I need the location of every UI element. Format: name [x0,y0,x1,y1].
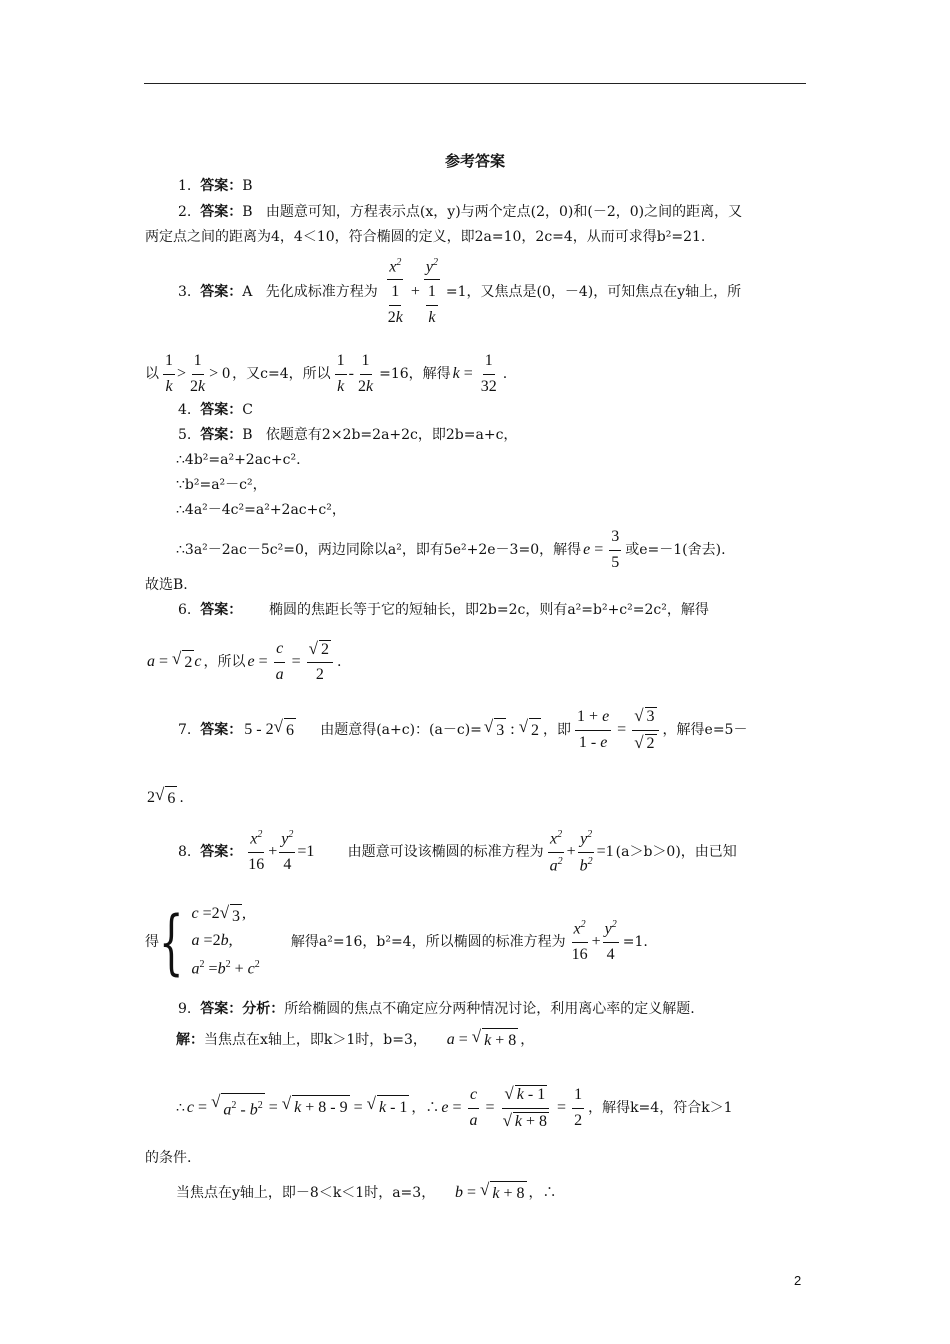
answer-line-1: 1. 答案： B [178,178,253,194]
answer-line-5b: ∴4b²=a²+2ac+c². [176,452,301,468]
equation-system: c =2 √ 3 , a =2b, $a^2 =b^2 + c^2$ [191,903,260,978]
page-title: 参考答案 [444,152,505,170]
answer-line-5: 5. 答案： B 依题意有2×2b=2a+2c，即2b=a+c， [178,427,518,443]
answer-line-6b: a = √ 2 c ，所以 e = $\frac{c}{a}$ = √ 2 2 . [147,638,342,683]
answer-line-9c: ∴ c = √ $a^2 - b^2$ = √ k + 8 - 9 = √ k - 1 ，∴ e = $\frac{c}{a}$ = √ k - 1 √ k + 8 = $\frac{1}{2}$ ，解得k=4，符合k＞1 [176,1084,733,1130]
answer-line-7b: 2 √ 6 . [145,786,184,810]
answer-line-3-cont: 以 $\frac{1}{k}$ > $\frac{1}{2k}$ > 0 ，又c=4，所以 $\frac{1}{k}$ - $\frac{1}{2k}$ =16，解得 k = $\frac{1}{32}$ . [145,352,508,395]
answer-line-2-cont: 两定点之间的距离为4，4＜10，符合椭圆的定义，即2a=10，2c=4，从而可求得b²=21. [145,229,706,245]
header-rule [144,83,806,84]
answer-line-5e: ∴3a²－2ac－5c²=0，两边同除以a²，即有5e²+2e－3=0，解得 e = $\frac{3}{5}$ 或e=－1(舍去). [176,528,726,571]
answer-line-6: 6. 答案： 椭圆的焦距长等于它的短轴长，即2b=2c，则有a²=b²+c²=2c²，解得 [178,602,709,618]
answer-line-5f: 故选B. [145,577,188,593]
answer-line-4: 4. 答案： C [178,402,253,418]
answer-line-8b: 得 { c =2 √ 3 , a =2b, $a^2 =b^2 + c^2$ 解得a²=16，b²=4，所以椭圆的标准方程为 $\frac{x^2}{16}$ + $\frac{y^2}{4}$ =1. [145,901,648,983]
answer-line-7: 7. 答案： 5 - 2 √ 6 由题意得(a+c)：(a－c)= √ 3 : √ 2 ，即 $\frac{1 + e}{1 - e}$ = √ 3 √ 2 ，解得e=5－ [178,706,748,752]
answer-line-9b: 解： 当焦点在x轴上，即k＞1时，b=3， a = √ k + 8 ， [176,1024,534,1056]
answer-line-9d: 的条件. [145,1150,192,1166]
answer-line-8: 8. 答案： $\frac{x^2}{16}$ + $\frac{y^2}{4}$ =1 由题意可设该椭圆的标准方程为 $\frac{x^2}{a^2}$ + $\frac{y^2}{b^2}$ =1 (a＞b＞0)，由已知 [178,828,737,874]
answer-line-3: 3. 答案： A 先化成标准方程为 $\frac{x^2}{\frac{1}{2k}}$ + $\frac{y^2}{\frac{1}{k}}$ =1，又焦点是(0，－4)，可知焦点在y轴上，所 [178,256,742,326]
answer-line-9e: 当焦点在y轴上，即－8＜k＜1时，a=3， b = √ k + 8 ，∴ [176,1176,557,1210]
page-number: 2 [794,1273,802,1288]
answer-line-2: 2. 答案： B 由题意可知，方程表示点(x，y)与两个定点(2，0)和(－2，0)之间的距离，又 [178,204,743,220]
formula-ellipse-k: $\frac{x^2}{\frac{1}{2k}}$ + $\frac{y^2}{\frac{1}{k}}$ [387,256,438,326]
answer-line-5d: ∴4a²－4c²=a²+2ac+c²， [176,502,346,518]
answer-line-9: 9. 答案： 分析： 所给椭圆的焦点不确定应分两种情况讨论，利用离心率的定义解题. [178,1001,695,1017]
answer-line-5c: ∵b²=a²－c²， [176,477,267,493]
